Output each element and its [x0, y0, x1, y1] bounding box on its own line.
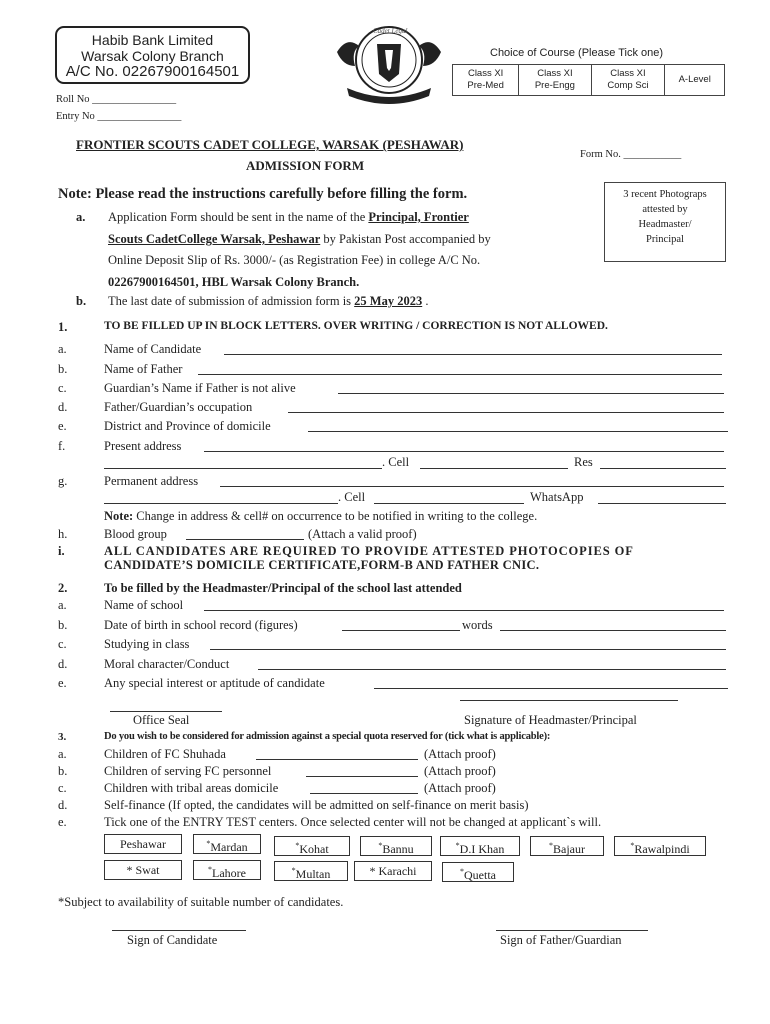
candidate-name-field[interactable]: [224, 354, 722, 355]
instruction-a-line2: Scouts CadetCollege Warsak, Peshawar by Pakistan Post accompanied by: [108, 232, 491, 246]
center-kohat-box[interactable]: *Kohat: [274, 836, 350, 856]
center-bajaur-box[interactable]: *Bajaur: [530, 836, 604, 856]
item-marker: c.: [58, 781, 67, 795]
documents-requirement-line1: ALL CANDIDATES ARE REQUIRED TO PROVIDE ATTESTED PHOTOCOPIES OF: [104, 544, 634, 558]
item-marker: b.: [58, 764, 68, 778]
headmaster-signature-line[interactable]: [460, 700, 678, 701]
item-marker: c.: [58, 637, 67, 651]
course-option-pre-engg[interactable]: Class XI Pre-Engg: [519, 65, 591, 96]
office-seal-line[interactable]: [110, 711, 222, 712]
present-address-label: Present address: [104, 439, 182, 453]
course-option-pre-med[interactable]: Class XI Pre-Med: [453, 65, 519, 96]
quota-serving-proof: (Attach proof): [424, 764, 496, 778]
instruction-b-marker: b.: [76, 294, 87, 308]
note-heading: Note: Please read the instructions carefully before filling the form.: [58, 186, 468, 202]
dob-words-field[interactable]: [500, 630, 726, 631]
res-field[interactable]: [600, 468, 726, 469]
section1-heading: TO BE FILLED UP IN BLOCK LETTERS. OVER WRITING / CORRECTION IS NOT ALLOWED.: [104, 320, 608, 332]
school-name-field[interactable]: [204, 610, 724, 611]
blood-group-label: Blood group: [104, 527, 167, 541]
item-marker: d.: [58, 400, 68, 414]
whatsapp-label: WhatsApp: [530, 490, 584, 504]
guardian-name-label: Guardian’s Name if Father is not alive: [104, 381, 296, 395]
section3-heading: Do you wish to be considered for admission against a special quota reserved for (tick what is applicable):: [104, 731, 551, 742]
blood-group-field[interactable]: [186, 539, 304, 540]
course-choice-heading: Choice of Course (Please Tick one): [490, 47, 664, 59]
emblem-top-text: Cadet Legal: [373, 27, 408, 35]
blood-group-proof: (Attach a valid proof): [308, 527, 417, 541]
conduct-label: Moral character/Conduct: [104, 657, 230, 671]
item-marker: e.: [58, 419, 67, 433]
permanent-address-label: Permanent address: [104, 474, 199, 488]
item-marker: e.: [58, 815, 67, 829]
dob-label: Date of birth in school record (figures): [104, 618, 298, 632]
address-change-note: Note: Change in address & cell# on occurrence to be notified in writing to the college.: [104, 509, 538, 523]
course-option-a-level[interactable]: A-Level: [665, 65, 725, 96]
occupation-label: Father/Guardian’s occupation: [104, 400, 253, 414]
domicile-label: District and Province of domicile: [104, 419, 271, 433]
quota-tribal-label: Children with tribal areas domicile: [104, 781, 279, 795]
quota-serving-field[interactable]: [306, 776, 418, 777]
entry-no-field[interactable]: Entry No ________________: [56, 111, 182, 122]
conduct-field[interactable]: [258, 669, 726, 670]
item-marker: e.: [58, 676, 67, 690]
class-label: Studying in class: [104, 637, 190, 651]
center-quetta-box[interactable]: *Quetta: [442, 862, 514, 882]
item-marker: d.: [58, 657, 68, 671]
instruction-a-line1: Application Form should be sent in the name of the Principal, Frontier: [108, 210, 469, 224]
cell-field-2[interactable]: [374, 503, 524, 504]
candidate-signature-label: Sign of Candidate: [127, 933, 218, 947]
permanent-address-field-2[interactable]: [104, 503, 338, 504]
father-name-field[interactable]: [198, 374, 722, 375]
section2-number: 2.: [58, 581, 68, 595]
center-multan-box[interactable]: *Multan: [274, 861, 348, 881]
res-label: Res: [574, 455, 593, 469]
dob-figures-field[interactable]: [342, 630, 460, 631]
form-no-field[interactable]: Form No. ___________: [580, 149, 682, 160]
office-seal-label: Office Seal: [133, 713, 190, 727]
quota-shuhada-proof: (Attach proof): [424, 747, 496, 761]
guardian-name-field[interactable]: [338, 393, 724, 394]
center-di-khan-box[interactable]: *D.I Khan: [440, 836, 520, 856]
course-choice-table: [452, 64, 725, 96]
section3-number: 3.: [58, 731, 67, 743]
instruction-a-line3: Online Deposit Slip of Rs. 3000/- (as Registration Fee) in college A/C No.: [108, 253, 481, 267]
center-mardan-box[interactable]: *Mardan: [193, 834, 261, 854]
father-signature-label: Sign of Father/Guardian: [500, 933, 622, 947]
cell-label: . Cell: [382, 455, 410, 469]
quota-serving-label: Children of serving FC personnel: [104, 764, 272, 778]
candidate-signature-line[interactable]: [112, 930, 246, 931]
documents-requirement-line2: CANDIDATE’S DOMICILE CERTIFICATE,FORM-B AND FATHER CNIC.: [104, 558, 540, 572]
item-marker: a.: [58, 342, 67, 356]
quota-shuhada-field[interactable]: [256, 759, 418, 760]
item-marker: b.: [58, 618, 68, 632]
item-marker: d.: [58, 798, 68, 812]
quota-tribal-proof: (Attach proof): [424, 781, 496, 795]
item-marker: c.: [58, 381, 67, 395]
whatsapp-field[interactable]: [598, 503, 726, 504]
father-name-label: Name of Father: [104, 362, 183, 376]
candidate-name-label: Name of Candidate: [104, 342, 202, 356]
cell-field[interactable]: [420, 468, 568, 469]
center-swat-box[interactable]: * Swat: [104, 860, 182, 880]
center-peshawar-box[interactable]: Peshawar: [104, 834, 182, 854]
interest-label: Any special interest or aptitude of candidate: [104, 676, 325, 690]
quota-tribal-field[interactable]: [310, 793, 418, 794]
present-address-field[interactable]: [204, 451, 724, 452]
roll-no-field[interactable]: Roll No ________________: [56, 94, 177, 105]
center-karachi-box[interactable]: * Karachi: [354, 861, 432, 881]
form-title: ADMISSION FORM: [246, 158, 365, 173]
occupation-field[interactable]: [288, 412, 724, 413]
photo-box: 3 recent Photograps attested by Headmaster/ Principal: [604, 182, 726, 262]
dob-words-label: words: [462, 618, 493, 632]
section1-number: 1.: [58, 320, 68, 334]
bank-account-box: [55, 26, 250, 84]
interest-field[interactable]: [374, 688, 728, 689]
cell-label-2: . Cell: [338, 490, 366, 504]
self-finance-label: Self-finance (If opted, the candidates will be admitted on self-finance on merit basis): [104, 798, 529, 812]
permanent-address-field[interactable]: [220, 486, 724, 487]
center-lahore-box[interactable]: *Lahore: [193, 860, 261, 880]
item-marker: h.: [58, 527, 68, 541]
course-option-comp-sci[interactable]: Class XI Comp Sci: [591, 65, 665, 96]
item-marker: i.: [58, 544, 65, 558]
headmaster-signature-label: Signature of Headmaster/Principal: [464, 713, 637, 727]
item-marker: a.: [58, 747, 67, 761]
availability-footnote: *Subject to availability of suitable number of candidates.: [58, 895, 344, 909]
instruction-a-line4: 02267900164501, HBL Warsak Colony Branch.: [108, 275, 360, 289]
bank-name: Habib Bank Limited: [91, 32, 214, 48]
center-rawalpindi-box[interactable]: *Rawalpindi: [614, 836, 706, 856]
section2-heading: To be filled by the Headmaster/Principal of the school last attended: [104, 581, 462, 595]
item-marker: b.: [58, 362, 68, 376]
bank-account-number: A/C No. 02267900164501: [65, 63, 240, 80]
instruction-a-marker: a.: [76, 210, 86, 224]
center-bannu-box[interactable]: *Bannu: [360, 836, 432, 856]
present-address-field-2[interactable]: [104, 468, 382, 469]
test-center-instruction: Tick one of the ENTRY TEST centers. Once selected center will not be changed at applicant`s will.: [104, 815, 602, 829]
item-marker: a.: [58, 598, 67, 612]
class-field[interactable]: [210, 649, 726, 650]
domicile-field[interactable]: [308, 431, 728, 432]
bank-branch: Warsak Colony Branch: [81, 48, 224, 64]
quota-shuhada-label: Children of FC Shuhada: [104, 747, 226, 761]
college-title: FRONTIER SCOUTS CADET COLLEGE, WARSAK (PESHAWAR): [76, 137, 464, 152]
item-marker: f.: [58, 439, 66, 453]
instruction-b-text: The last date of submission of admission form is 25 May 2023 .: [108, 294, 429, 308]
item-marker: g.: [58, 474, 68, 488]
father-signature-line[interactable]: [496, 930, 648, 931]
school-name-label: Name of school: [104, 598, 184, 612]
